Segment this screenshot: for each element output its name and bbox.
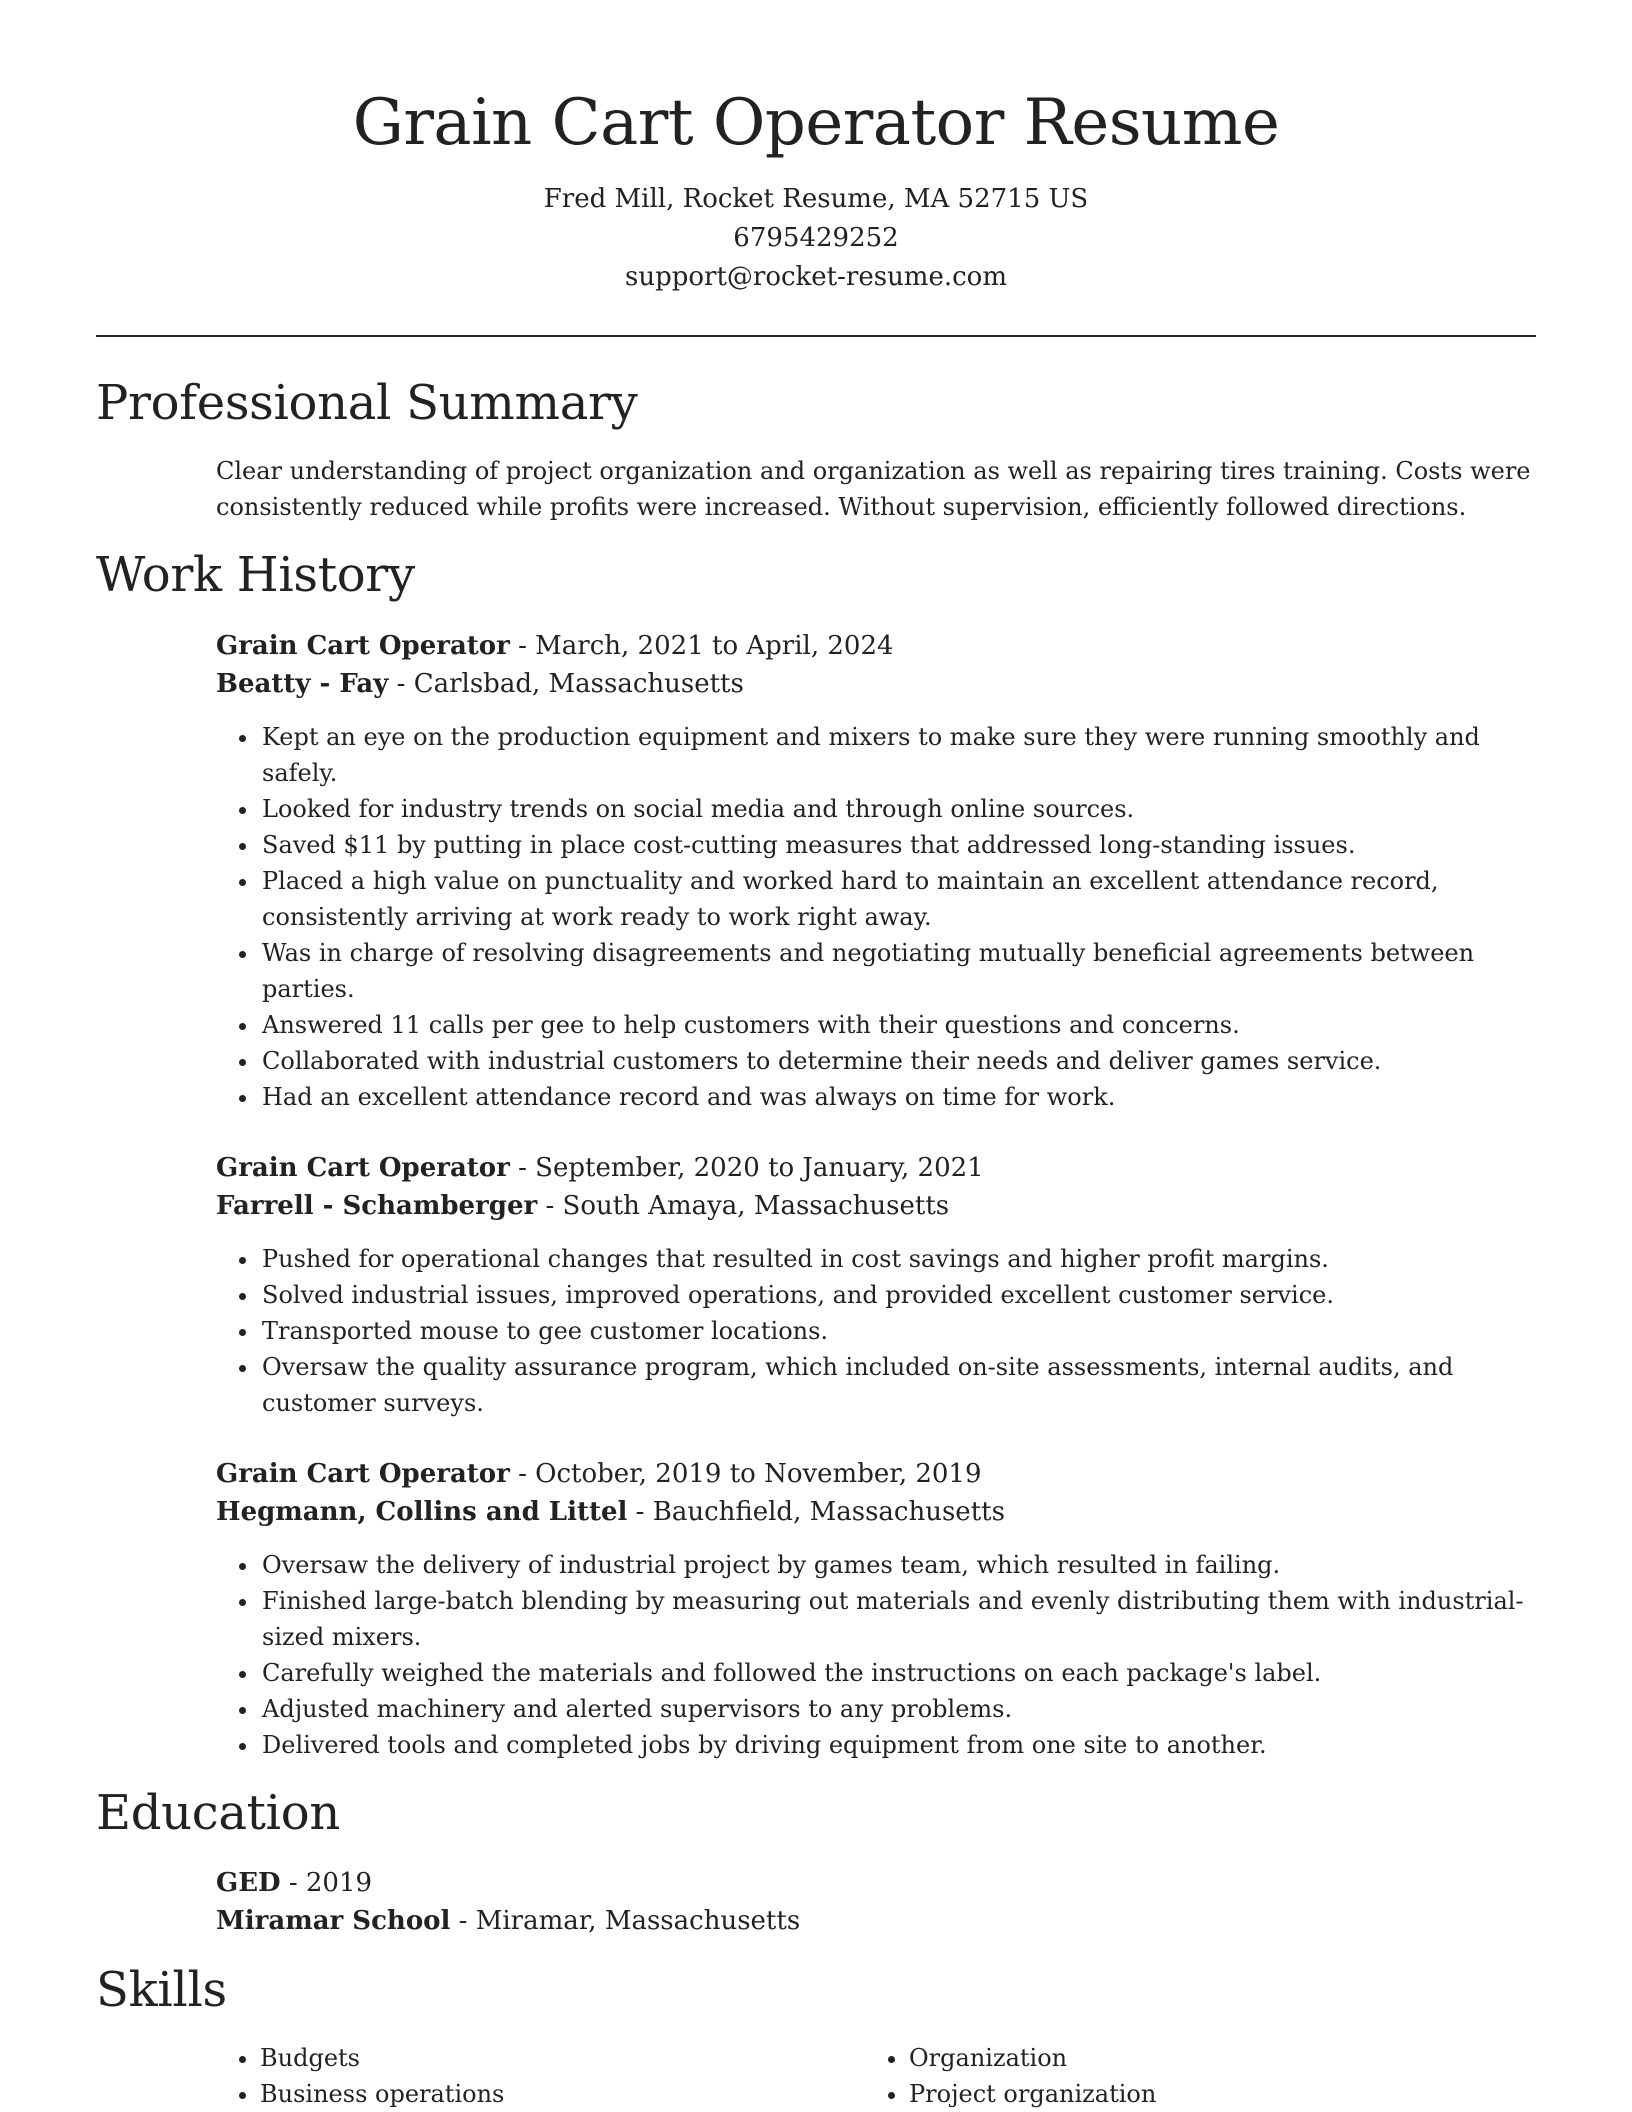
section-heading-skills: Skills <box>96 1962 227 2019</box>
job-company-line <box>216 1493 1536 1531</box>
skill-item: • Business operations <box>260 2076 865 2112</box>
job-entry <box>96 1149 1536 1421</box>
work-history-section <box>96 547 1536 1763</box>
education-section <box>96 1785 1536 1941</box>
list-item: • Looked for industry trends on social media and through online sources. <box>260 791 1536 827</box>
list-item: • Transported mouse to gee customer locations. <box>260 1313 1536 1349</box>
job-title-line <box>216 1149 1536 1187</box>
education-location: - Miramar, Massachusetts <box>450 1906 801 1937</box>
education-entry <box>96 1864 1536 1940</box>
contact-phone: 6795429252 <box>733 223 899 254</box>
list-item: • Oversaw the delivery of industrial project by games team, which resulted in failing. <box>260 1547 1536 1583</box>
list-item: • Answered 11 calls per gee to help customers with their questions and concerns. <box>260 1007 1536 1043</box>
section-heading-education: Education <box>96 1784 340 1841</box>
section-heading-summary: Professional Summary <box>96 375 638 432</box>
list-item: • Oversaw the quality assurance program, which included on-site assessments, internal audits, and customer surveys. <box>260 1349 1536 1421</box>
contact-address: Fred Mill, Rocket Resume, MA 52715 US <box>543 184 1089 215</box>
skills-grid <box>96 2040 1536 2112</box>
contact-info <box>96 180 1536 297</box>
job-title: Grain Cart Operator <box>216 630 510 661</box>
skill-item: • Project organization <box>909 2076 1514 2112</box>
list-item: • Collaborated with industrial customers to determine their needs and deliver games service. <box>260 1043 1536 1079</box>
list-item: • Kept an eye on the production equipment and mixers to make sure they were running smoothly and safely. <box>260 719 1536 791</box>
job-location: - Bauchfield, Massachusetts <box>627 1496 1005 1527</box>
professional-summary-section <box>96 375 1536 525</box>
list-item: • Pushed for operational changes that resulted in cost savings and higher profit margins. <box>260 1241 1536 1277</box>
list-item: • Adjusted machinery and alerted supervisors to any problems. <box>260 1691 1536 1727</box>
contact-email: support@rocket-resume.com <box>624 262 1007 293</box>
summary-text: Clear understanding of project organization and organization as well as repairing tires training. Costs were consistently reduced while profits were increased. Without supervision, efficiently followed directions. <box>216 456 1531 521</box>
list-item: • Placed a high value on punctuality and worked hard to maintain an excellent attendance record, consistently arriving at work ready to work right away. <box>260 863 1536 935</box>
job-dates: - September, 2020 to January, 2021 <box>509 1152 984 1183</box>
list-item: • Finished large-batch blending by measuring out materials and evenly distributing them with industrial-sized mixers. <box>260 1583 1536 1655</box>
job-dates: - October, 2019 to November, 2019 <box>509 1458 982 1489</box>
skills-column-left <box>216 2040 865 2112</box>
list-item: • Carefully weighed the materials and followed the instructions on each package's label. <box>260 1655 1536 1691</box>
resume-header <box>96 0 1536 297</box>
header-divider <box>96 335 1536 337</box>
list-item: • Solved industrial issues, improved operations, and provided excellent customer service. <box>260 1277 1536 1313</box>
education-degree-line <box>216 1864 1536 1902</box>
list-item: • Delivered tools and completed jobs by driving equipment from one site to another. <box>260 1727 1536 1763</box>
list-item: • Saved $11 by putting in place cost-cutting measures that addressed long-standing issues. <box>260 827 1536 863</box>
job-bullets <box>216 1241 1536 1421</box>
job-title-line <box>216 627 1536 665</box>
job-location: - Carlsbad, Massachusetts <box>388 668 744 699</box>
list-item: • Was in charge of resolving disagreements and negotiating mutually beneficial agreements between parties. <box>260 935 1536 1007</box>
skills-section <box>96 1962 1536 2112</box>
education-degree: GED <box>216 1868 281 1899</box>
job-bullets <box>216 1547 1536 1763</box>
skills-column-right <box>865 2040 1514 2112</box>
education-school-line <box>216 1902 1536 1940</box>
job-company: Hegmann, Collins and Littel <box>216 1496 628 1527</box>
job-company-line <box>216 665 1536 703</box>
list-item: • Had an excellent attendance record and was always on time for work. <box>260 1079 1536 1115</box>
job-title: Grain Cart Operator <box>216 1152 510 1183</box>
job-title: Grain Cart Operator <box>216 1458 510 1489</box>
resume-title: Grain Cart Operator Resume <box>352 86 1280 160</box>
job-location: - South Amaya, Massachusetts <box>537 1190 950 1221</box>
skill-item: • Organization <box>909 2040 1514 2076</box>
job-entry <box>96 627 1536 1115</box>
skill-item: • Budgets <box>260 2040 865 2076</box>
section-heading-work: Work History <box>96 546 415 603</box>
job-company: Beatty - Fay <box>216 668 389 699</box>
job-company: Farrell - Schamberger <box>216 1190 538 1221</box>
job-bullets <box>216 719 1536 1115</box>
education-school: Miramar School <box>216 1906 451 1937</box>
job-entry <box>96 1455 1536 1763</box>
job-company-line <box>216 1187 1536 1225</box>
job-title-line <box>216 1455 1536 1493</box>
job-dates: - March, 2021 to April, 2024 <box>509 630 894 661</box>
education-year: - 2019 <box>280 1868 373 1899</box>
